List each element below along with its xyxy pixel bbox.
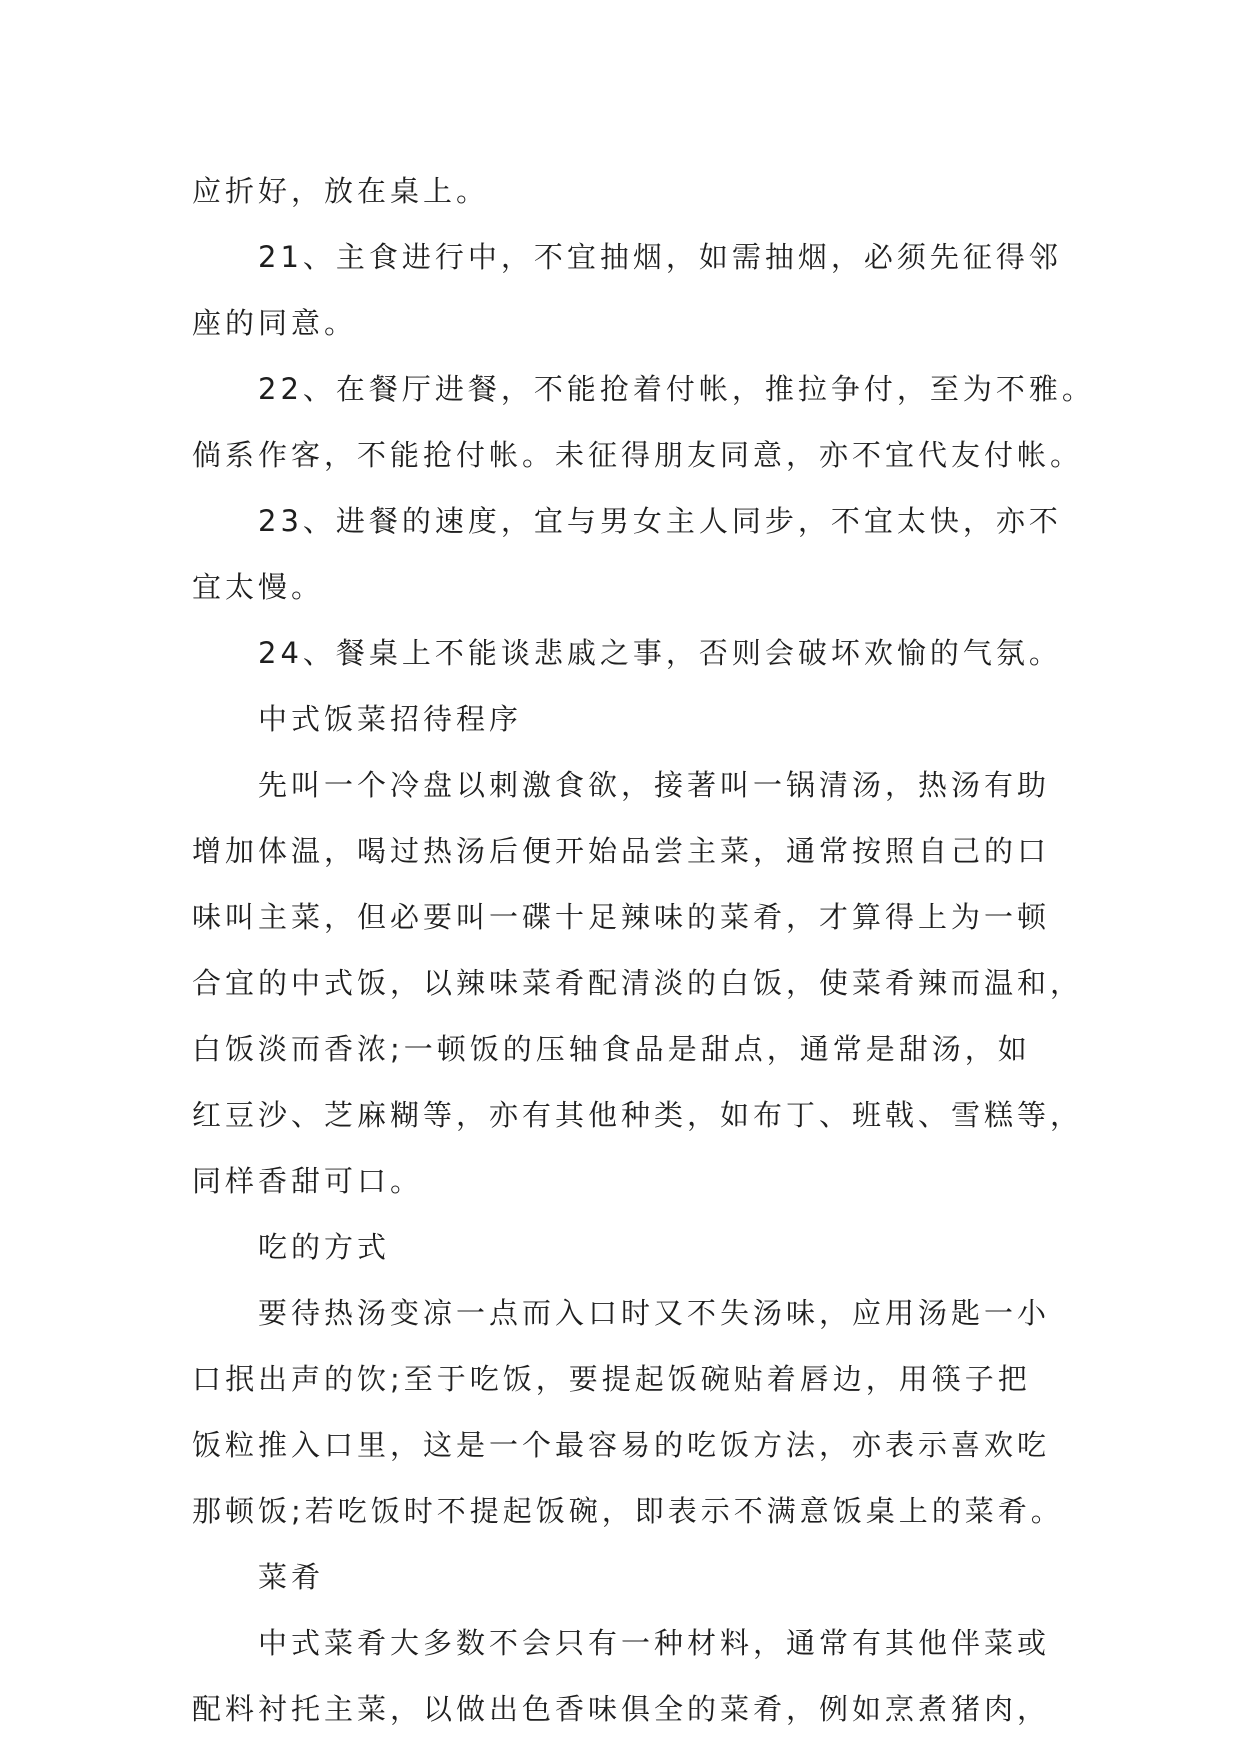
text-line: 合宜的中式饭，以辣味菜肴配清淡的白饭，使菜肴辣而温和， — [192, 966, 1084, 1000]
body-text — [192, 158, 1095, 1742]
text-line: 座的同意。 — [192, 306, 358, 340]
text-line: 配料衬托主菜，以做出色香味俱全的菜肴，例如烹煮猪肉， — [192, 1692, 1051, 1726]
paragraph-22 — [192, 356, 1095, 488]
text-line: 饭粒推入口里，这是一个最容易的吃饭方法，亦表示喜欢吃 — [192, 1428, 1051, 1462]
paragraph-dishes — [192, 1610, 1052, 1742]
text-line: 吃的方式 — [258, 1230, 391, 1264]
heading-way-of-eating — [192, 1214, 1052, 1280]
text-line: 红豆沙、芝麻糊等，亦有其他种类，如布丁、班戟、雪糕等， — [192, 1098, 1084, 1132]
text-line: 应折好，放在桌上。 — [192, 174, 490, 208]
text-line: 先叫一个冷盘以刺激食欲，接著叫一锅清汤，热汤有助 — [258, 768, 1051, 802]
paragraph-21 — [192, 224, 1062, 356]
paragraph-way-of-eating — [192, 1280, 1064, 1544]
text-line: 22、在餐厅进餐，不能抢着付帐，推拉争付，至为不雅。 — [258, 372, 1095, 406]
text-line: 菜肴 — [258, 1560, 325, 1594]
paragraph-meal-procedure — [192, 752, 1084, 1214]
text-line: 味叫主菜，但必要叫一碟十足辣味的菜肴，才算得上为一顿 — [192, 900, 1051, 934]
text-line: 21、主食进行中，不宜抽烟，如需抽烟，必须先征得邻 — [258, 240, 1062, 274]
text-line: 24、餐桌上不能谈悲戚之事，否则会破坏欢愉的气氛。 — [258, 636, 1062, 670]
paragraph-23 — [192, 488, 1062, 620]
text-line: 白饭淡而香浓;一顿饭的压轴食品是甜点，通常是甜汤，如 — [192, 1032, 1031, 1066]
text-line: 增加体温，喝过热汤后便开始品尝主菜，通常按照自己的口 — [192, 834, 1051, 868]
text-line: 宜太慢。 — [192, 570, 325, 604]
text-line: 口抿出声的饮;至于吃饭，要提起饭碗贴着唇边，用筷子把 — [192, 1362, 1031, 1396]
text-line: 同样香甜可口。 — [192, 1164, 424, 1198]
heading-dishes — [192, 1544, 1052, 1610]
text-line: 中式饭菜招待程序 — [258, 702, 523, 736]
paragraph-napkin-end — [192, 158, 1052, 224]
heading-chinese-meal-procedure — [192, 686, 1052, 752]
text-line: 那顿饭;若吃饭时不提起饭碗，即表示不满意饭桌上的菜肴。 — [192, 1494, 1064, 1528]
paragraph-24 — [192, 620, 1062, 686]
text-line: 中式菜肴大多数不会只有一种材料，通常有其他伴菜或 — [258, 1626, 1051, 1660]
text-line: 倘系作客，不能抢付帐。未征得朋友同意，亦不宜代友付帐。 — [192, 438, 1084, 472]
text-line: 要待热汤变凉一点而入口时又不失汤味，应用汤匙一小 — [258, 1296, 1051, 1330]
text-line: 23、进餐的速度，宜与男女主人同步，不宜太快，亦不 — [258, 504, 1062, 538]
